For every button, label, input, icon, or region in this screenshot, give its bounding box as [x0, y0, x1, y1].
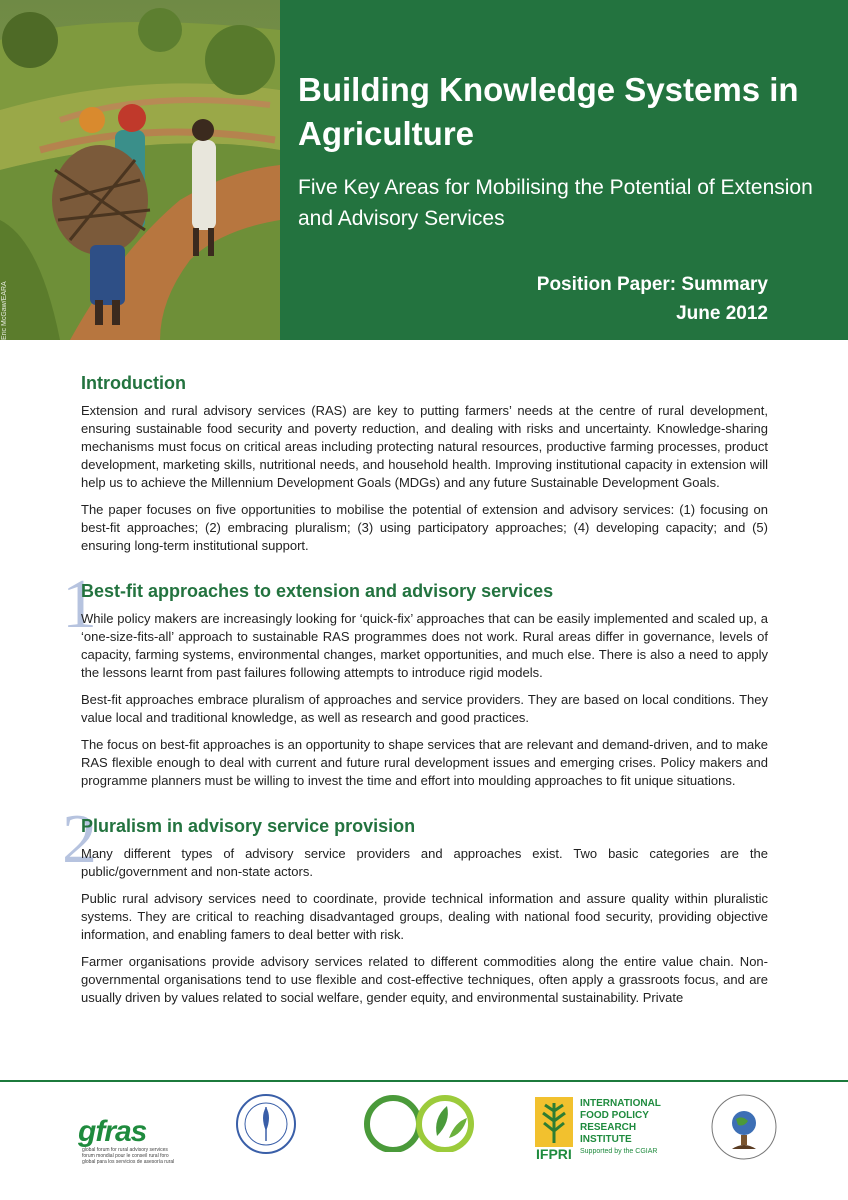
document-meta: [537, 270, 768, 328]
paragraph: Extension and rural advisory services (RAS) are key to putting farmers’ needs at the centre of rural development, ensuring sustainable food security and poverty reduction, and dealing with risks and uncertainty. Knowledge-sharing mechanisms must focus on critical areas including protecting natural resources, productive farming processes, product development, marketing skills, nutritional needs, and household health. Improving institutional capacity in extension will help us to achieve the Millennium Development Goals (MDGs) and any future Sustainable Development Goals.: [81, 403, 768, 490]
ifpri-logo-mark: [535, 1097, 573, 1147]
intro-heading: Introduction: [81, 373, 186, 393]
section-number: 1: [62, 566, 97, 643]
main-content: [62, 372, 768, 1016]
paragraph: Many different types of advisory service providers and approaches exist. Two basic categories are the public/government and non-state actors.: [81, 846, 768, 879]
section-heading: Pluralism in advisory service provision: [81, 816, 416, 836]
photo-credit: Eric McGaw/EARA: [1, 281, 8, 340]
document-date: June 2012: [676, 303, 768, 324]
paragraph: Best-fit approaches embrace pluralism of approaches and service providers. They are based on local conditions. They value local and traditional knowledge, as well as research and good practices.: [81, 692, 768, 725]
paragraph: Farmer organisations provide advisory services related to different commodities along the entire value chain. Non-governmental organisations tend to use flexible and cost-effective techniques, often apply a grassroots focus, and are usually driven by values related to social welfare, gender equity, and environmental sustainability. Private: [81, 954, 768, 1005]
ifpri-support-note: Supported by the CGIAR: [580, 1148, 658, 1155]
gfras-tagline: global forum for rural advisory services forum mondial pour le conseil rural foro global para los servicios de asesoría rural: [82, 1147, 175, 1165]
section-1: [62, 566, 768, 790]
ifpri-brand: IFPRI: [536, 1146, 572, 1162]
ifpri-name: INTERNATIONAL FOOD POLICY RESEARCH INSTITUTE: [580, 1098, 661, 1145]
fao-logo: [235, 1093, 297, 1155]
paragraph: The focus on best-fit approaches is an opportunity to shape services that are relevant and demand-driven, and to make RAS flexible enough to deal with current and future rural development issues and emerging crises. Policy makers and programme planners must be willing to invest the time and effort into moulding approaches to fit unique situations.: [81, 737, 768, 788]
intro-section: [81, 372, 768, 555]
wfo-logo: [710, 1093, 778, 1161]
paragraph: The paper focuses on five opportunities to mobilise the potential of extension and advisory services: (1) focusing on best-fit approaches; (2) embracing pluralism; (3) using participatory approaches; (4) developing capacity; and (5) ensuring long-term institutional support.: [81, 502, 768, 553]
page-subtitle: Five Key Areas for Mobilising the Potential of Extension and Advisory Services: [298, 176, 813, 230]
page-title: Building Knowledge Systems in Agriculture: [298, 71, 799, 152]
title-banner: [280, 0, 848, 340]
farming-first-logo: [355, 1092, 485, 1152]
paragraph: While policy makers are increasingly looking for ‘quick-fix’ approaches that can be easily implemented and scaled up, a ‘one-size-fits-all’ approach to sustainable RAS programmes does not work. Rural areas differ in governance, levels of capacity, farming systems, environmental changes, market opportunities, and much else. There is also a need to apply the lessons learnt from past failures following attempts to introduce rigid models.: [81, 611, 768, 680]
gfras-logo: gfras: [78, 1115, 147, 1148]
paragraph: Public rural advisory services need to coordinate, provide technical information and assure quality within pluralistic systems. They are critical to reaching disadvantaged groups, dealing with national food security, providing objective information, and enabling famers to deal better with risk.: [81, 891, 768, 942]
document-type: Position Paper: Summary: [536, 274, 768, 295]
footer-divider: [0, 1080, 848, 1082]
section-number: 2: [62, 801, 97, 878]
section-2: [62, 801, 768, 1007]
cover-photo: [0, 0, 280, 340]
section-heading: Best-fit approaches to extension and advisory services: [81, 581, 554, 601]
